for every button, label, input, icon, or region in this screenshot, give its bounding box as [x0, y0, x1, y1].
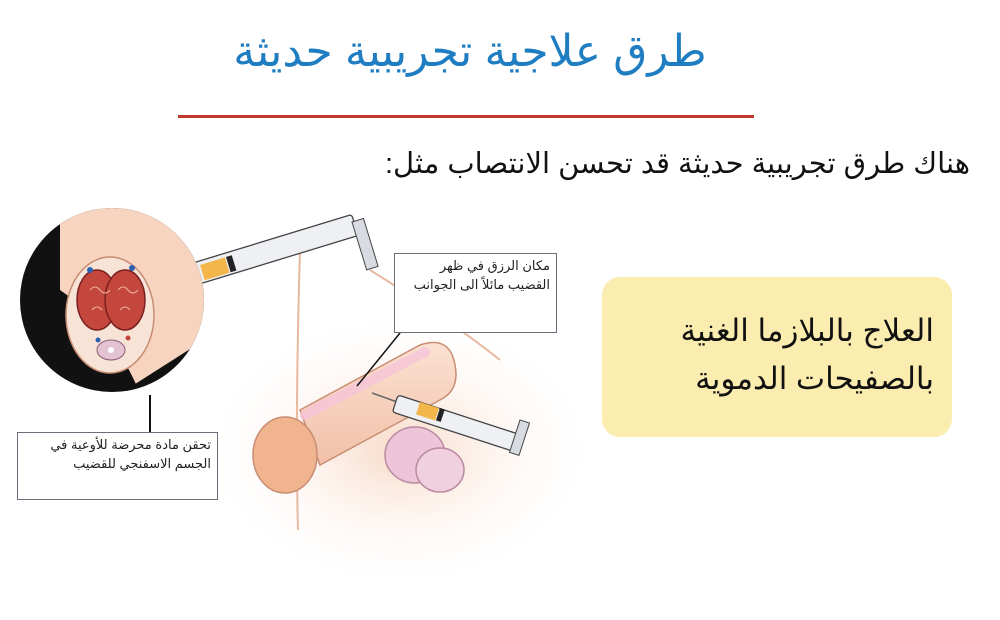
injection-illustration: [0, 180, 580, 620]
cross-section-inset: [20, 200, 240, 420]
slide-title: طرق علاجية تجريبية حديثة: [233, 27, 707, 76]
title-underline: [178, 115, 754, 118]
site-callout: مكان الرزق في ظهر القضيب مائلاً الى الجوانب: [394, 253, 557, 333]
intro-text: هناك طرق تجريبية حديثة قد تحسن الانتصاب مثل:: [384, 148, 970, 180]
plasma-card: [602, 277, 952, 437]
plasma-card-text: العلاج بالبلازما الغنية بالصفيحات الدموية: [680, 313, 934, 397]
injection-callout: تحقن مادة محرضة للأوعية في الجسم الاسفنجي للقضيب: [17, 432, 218, 500]
